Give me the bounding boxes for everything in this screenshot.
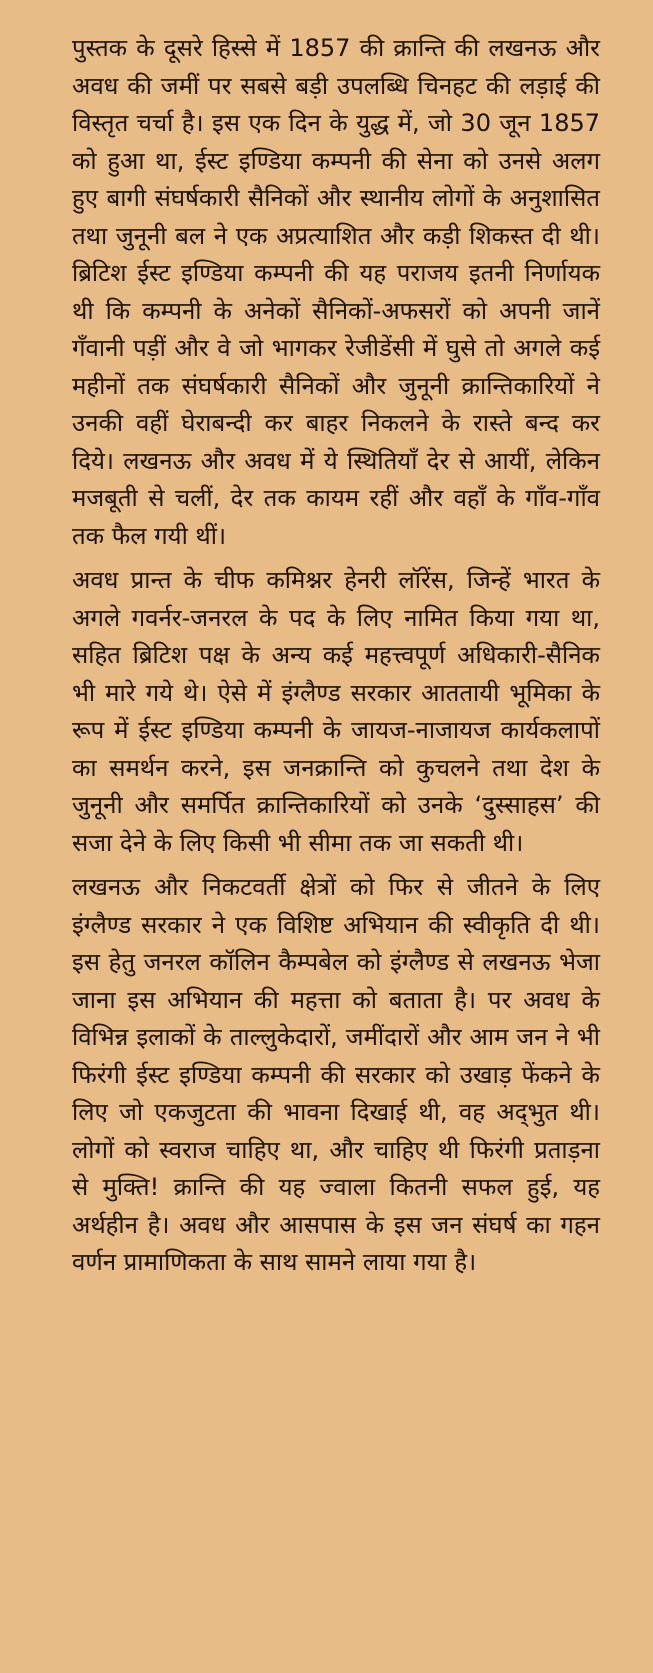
paragraph-2: अवध प्रान्त के चीफ कमिश्नर हेनरी लॉरेंस, जिन्हें भारत के अगले गवर्नर-जनरल के पद के लिए नामित किया गया था, सहित ब्रिटिश पक्ष के अन्य कई महत्त्वपूर्ण अधिकारी-सैनिक भी मारे गये थे। ऐसे में इंग्लैण्ड सरकार आततायी भूमिका के रूप में ईस्ट इण्डिया कम्पनी के जायज-नाजायज कार्यकलापों का समर्थन करने, इस जनक्रान्ति को कुचलने तथा देश के जुनूनी और समर्पित क्रान्तिकारियों को उनके ‘दुस्साहस’ की सजा देने के लिए किसी भी सीमा तक जा सकती थी। <box>72 566 600 857</box>
paragraph-1: पुस्तक के दूसरे हिस्से में 1857 की क्रान्ति की लखनऊ और अवध की जमीं पर सबसे बड़ी उपलब्धि चिनहट की लड़ाई की विस्तृत चर्चा है। इस एक दिन के युद्ध में, जो 30 जून 1857 को हुआ था, ईस्ट इण्डिया कम्पनी की सेना को उनसे अलग हुए बागी संघर्षकारी सैनिकों और स्थानीय लोगों के अनुशासित तथा जुनूनी बल ने एक अप्रत्याशित और कड़ी शिकस्त दी थी। ब्रिटिश ईस्ट इण्डिया कम्पनी की यह पराजय इतनी निर्णायक थी कि कम्पनी के अनेकों सैनिकों-अफसरों को अपनी जानें गँवानी पड़ीं और वे जो भागकर रेजीडेंसी में घुसे तो अगले कई महीनों तक संघर्षकारी सैनिकों और जुनूनी क्रान्तिकारियों ने उनकी वहीं घेराबन्दी कर बाहर निकलने के रास्ते बन्द कर दिये। लखनऊ और अवध में ये स्थितियाँ देर से आयीं, लेकिन मजबूती से चलीं, देर तक कायम रहीं और वहाँ के गाँव-गाँव तक फैल गयी थीं। <box>72 34 600 550</box>
paragraph-3: लखनऊ और निकटवर्ती क्षेत्रों को फिर से जीतने के लिए इंग्लैण्ड सरकार ने एक विशिष्ट अभियान की स्वीकृति दी थी। इस हेतु जनरल कॉलिन कैम्पबेल को इंग्लैण्ड से लखनऊ भेजा जाना इस अभियान की महत्ता को बताता है। पर अवध के विभिन्न इलाकों के ताल्लुकेदारों, जमींदारों और आम जन ने भी फिरंगी ईस्ट इण्डिया कम्पनी की सरकार को उखाड़ फेंकने के लिए जो एकजुटता की भावना दिखाई थी, वह अद्‌भुत थी। लोगों को स्वराज चाहिए था, और चाहिए थी फिरंगी प्रताड़ना से मुक्ति! क्रान्ति की यह ज्वाला कितनी सफल हुई, यह अर्थहीन है। अवध और आसपास के इस जन संघर्ष का गहन वर्णन प्रामाणिकता के साथ सामने लाया गया है। <box>72 873 600 1276</box>
